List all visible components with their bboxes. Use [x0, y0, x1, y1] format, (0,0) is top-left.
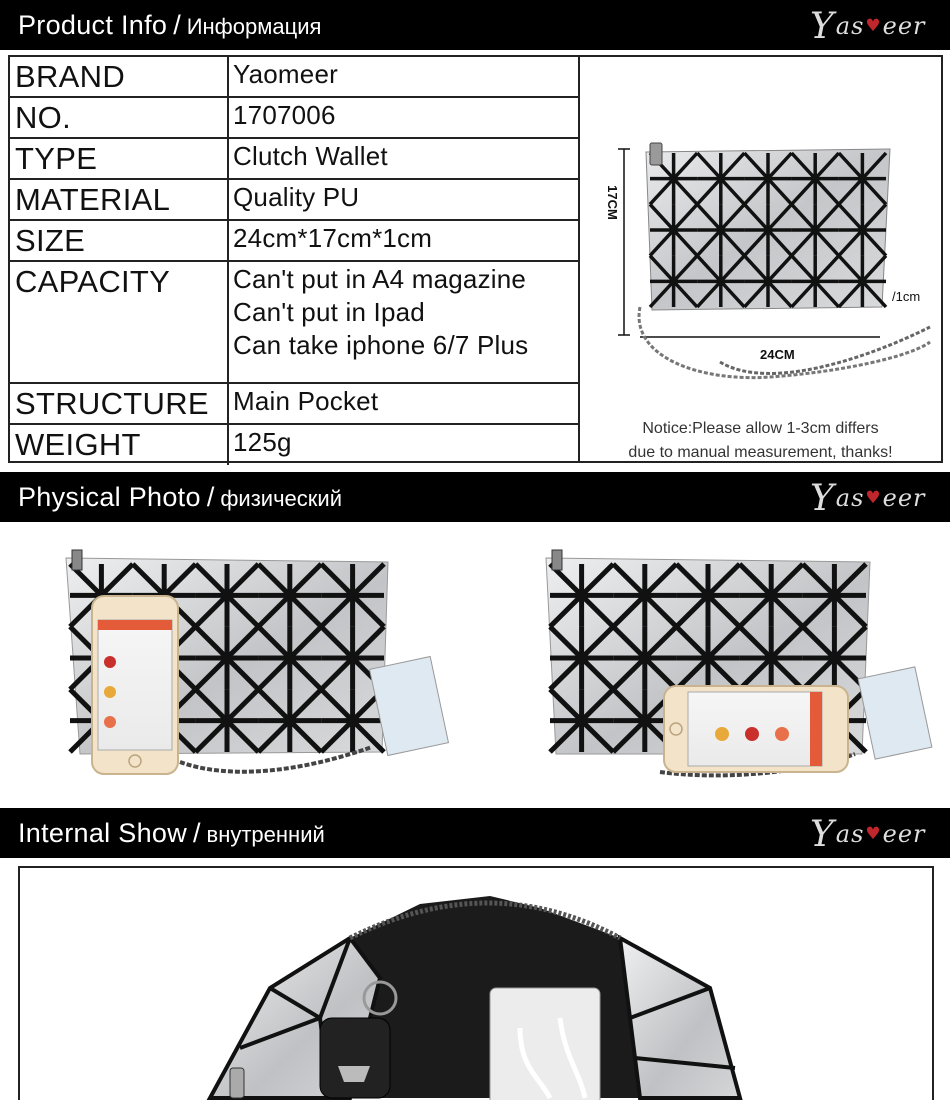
spec-table: [10, 57, 580, 461]
photo-bag-with-phone-bottom: [546, 550, 932, 775]
spec-value: [229, 262, 578, 382]
spec-value-line: Can take iphone 6/7 Plus: [233, 330, 529, 360]
heart-icon: ♥: [865, 16, 882, 36]
spec-value-line: Can't put in A4 magazine: [233, 264, 527, 294]
product-info-header: [0, 0, 950, 50]
title-separator: /: [206, 481, 215, 512]
spec-row: [10, 221, 578, 262]
height-label: 17CM: [604, 185, 620, 220]
measurement-notice: Notice:Please allow 1-3cm differs due to manual measurement, thanks!: [628, 420, 893, 461]
title-separator: /: [173, 9, 181, 40]
photo-bag-with-phone-front: [66, 550, 448, 774]
spec-value-line: Quality PU: [233, 182, 360, 212]
title-separator: /: [193, 817, 201, 848]
spec-value: [229, 221, 578, 260]
depth-label: /1cm: [892, 289, 921, 304]
spec-key: MATERIAL: [10, 180, 229, 219]
section-title-ru: Информация: [186, 14, 322, 39]
spec-value-line: Clutch Wallet: [233, 141, 388, 171]
heart-icon: ♥: [865, 824, 882, 844]
brand-logo: Y as ♥ eer: [810, 477, 926, 519]
spec-value: [229, 425, 578, 465]
spec-row: [10, 262, 578, 384]
spec-panel: [8, 55, 943, 463]
spec-value-line: 1707006: [233, 100, 336, 130]
spec-row: [10, 98, 578, 139]
spec-value: [229, 57, 578, 96]
section-title-ru: внутренний: [206, 822, 325, 847]
section-title-ru: физический: [220, 486, 342, 511]
spec-row: [10, 180, 578, 221]
section-title-en: Internal Show: [18, 817, 187, 848]
spec-value: [229, 180, 578, 219]
spec-row: [10, 139, 578, 180]
spec-row: [10, 425, 578, 465]
brand-logo: Y as ♥ eer: [810, 5, 926, 47]
size-diagram: [580, 57, 941, 461]
spec-value-line: 125g: [233, 427, 292, 457]
internal-photo: [18, 866, 934, 1100]
spec-value: [229, 384, 578, 423]
spec-value-line: Yaomeer: [233, 59, 338, 89]
clutch-dimension-image: [580, 57, 943, 461]
spec-key: WEIGHT: [10, 425, 229, 465]
spec-value: [229, 139, 578, 178]
spec-key: CAPACITY: [10, 262, 229, 382]
spec-key: NO.: [10, 98, 229, 137]
internal-show-header: [0, 808, 950, 858]
physical-photo-header: [0, 472, 950, 522]
spec-row: [10, 57, 578, 98]
section-title-en: Physical Photo: [18, 481, 201, 512]
section-title-en: Product Info: [18, 9, 168, 40]
spec-value-line: Main Pocket: [233, 386, 379, 416]
brand-logo: Y as ♥ eer: [810, 813, 926, 855]
physical-photos: [0, 522, 950, 808]
spec-key: STRUCTURE: [10, 384, 229, 423]
spec-key: SIZE: [10, 221, 229, 260]
spec-value: [229, 98, 578, 137]
spec-key: BRAND: [10, 57, 229, 96]
spec-key: TYPE: [10, 139, 229, 178]
spec-row: [10, 384, 578, 425]
heart-icon: ♥: [865, 488, 882, 508]
spec-value-line: 24cm*17cm*1cm: [233, 223, 433, 253]
width-label: 24CM: [760, 347, 795, 362]
spec-value-line: Can't put in Ipad: [233, 297, 425, 327]
